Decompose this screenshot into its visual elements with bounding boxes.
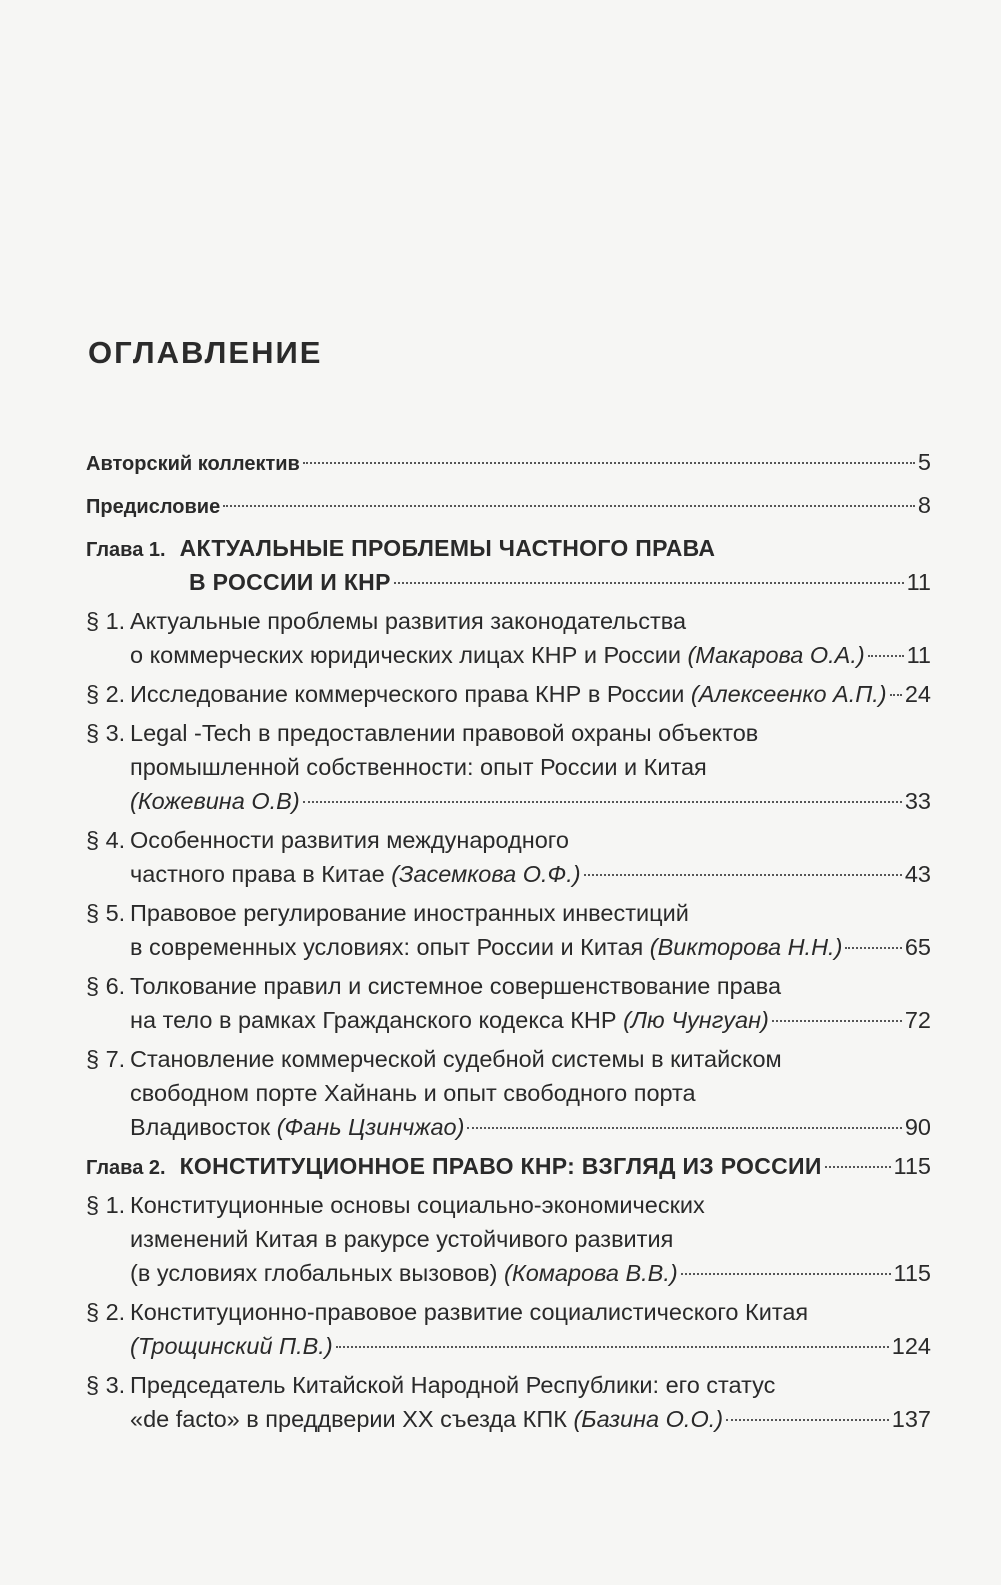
page-number: 115	[893, 1153, 931, 1179]
section-title: «de facto» в преддверии XX съезда КПК	[130, 1406, 567, 1432]
page-title: ОГЛАВЛЕНИЕ	[88, 335, 323, 370]
table-of-contents	[86, 445, 931, 1441]
section-entry[interactable]	[86, 896, 931, 964]
entry-title: Предисловие	[86, 496, 221, 518]
dot-leader	[772, 1020, 902, 1022]
section-title: Актуальные проблемы развития законодательства	[130, 608, 687, 634]
section-author: (Засемкова О.Ф.)	[391, 861, 581, 887]
toc-line	[86, 1295, 931, 1329]
section-entry[interactable]	[86, 677, 931, 711]
section-title: Конституционно-правовое развитие социалистического Китая	[130, 1299, 809, 1325]
section-title: Legal -Tech в предоставлении правовой охраны объектов	[130, 720, 759, 746]
section-title: Конституционные основы социально-экономических	[130, 1192, 705, 1218]
section-author: (Макарова О.А.)	[687, 642, 865, 668]
section-entry[interactable]	[86, 1368, 931, 1436]
chapter-title: АКТУАЛЬНЫЕ ПРОБЛЕМЫ ЧАСТНОГО ПРАВА	[179, 535, 716, 561]
dot-leader	[681, 1273, 891, 1275]
toc-line	[86, 969, 931, 1003]
section-title: Становление коммерческой судебной системы в китайском	[130, 1046, 782, 1072]
page-number: 124	[891, 1333, 931, 1359]
page-number: 115	[893, 1260, 931, 1286]
section-title: Особенности развития международного	[130, 827, 569, 853]
page-number: 65	[904, 934, 931, 960]
section-author: (Комарова В.В.)	[504, 1260, 678, 1286]
chapter-entry[interactable]	[86, 1149, 931, 1183]
toc-line	[86, 1329, 931, 1363]
toc-line	[86, 1402, 931, 1436]
section-title: изменений Китая в ракурсе устойчивого развития	[130, 1226, 674, 1252]
toc-line	[86, 531, 931, 565]
toc-line	[86, 638, 931, 672]
section-author: (Викторова Н.Н.)	[649, 934, 843, 960]
section-title: Правовое регулирование иностранных инвестиций	[130, 900, 689, 926]
page-number: 11	[906, 569, 931, 595]
toc-line	[86, 1368, 931, 1402]
section-author: (Базина О.О.)	[573, 1406, 724, 1432]
section-author: (Лю Чунгуан)	[623, 1007, 769, 1033]
page-number: 43	[904, 861, 931, 887]
toc-line	[86, 857, 931, 891]
page-number: 72	[904, 1007, 931, 1033]
section-title: о коммерческих юридических лицах КНР и России	[130, 642, 681, 668]
page-number: 24	[904, 681, 931, 707]
toc-line	[86, 445, 931, 479]
toc-line	[86, 930, 931, 964]
section-author: (Алексеенко А.П.)	[690, 681, 887, 707]
chapter-title: В РОССИИ И КНР	[189, 569, 391, 595]
section-title: Владивосток	[130, 1114, 271, 1140]
toc-line	[86, 1076, 931, 1110]
toc-line	[86, 677, 931, 711]
section-title: на тело в рамках Гражданского кодекса КНР	[130, 1007, 617, 1033]
section-title: (в условиях глобальных вызовов)	[130, 1260, 498, 1286]
page-number: 8	[917, 492, 931, 518]
dot-leader	[223, 505, 915, 507]
page-number: 90	[904, 1114, 931, 1140]
chapter-title: КОНСТИТУЦИОННОЕ ПРАВО КНР: ВЗГЛЯД ИЗ РОССИИ	[179, 1153, 822, 1179]
section-number: § 3.	[86, 1372, 126, 1398]
toc-line	[86, 1222, 931, 1256]
section-number: § 5.	[86, 900, 126, 926]
dot-leader	[394, 582, 904, 584]
section-number: § 3.	[86, 720, 126, 746]
toc-line	[86, 1110, 931, 1144]
section-entry[interactable]	[86, 716, 931, 818]
chapter-entry[interactable]	[86, 531, 931, 599]
section-entry[interactable]	[86, 1295, 931, 1363]
section-title: частного права в Китае	[130, 861, 385, 887]
section-title: Исследование коммерческого права КНР в России	[130, 681, 685, 707]
entry-title: Авторский коллектив	[86, 453, 300, 475]
section-number: § 2.	[86, 1299, 126, 1325]
section-number: § 1.	[86, 608, 126, 634]
section-number: § 2.	[86, 681, 126, 707]
toc-line	[86, 1149, 931, 1183]
dot-leader	[890, 694, 902, 696]
section-title: Толкование правил и системное совершенствование права	[130, 973, 782, 999]
section-entry[interactable]	[86, 604, 931, 672]
section-entry[interactable]	[86, 969, 931, 1037]
page-number: 5	[917, 449, 931, 475]
toc-entry[interactable]	[86, 445, 931, 479]
dot-leader	[303, 462, 915, 464]
page-number: 33	[904, 788, 931, 814]
toc-line	[86, 1256, 931, 1290]
section-number: § 6.	[86, 973, 126, 999]
toc-line	[86, 565, 931, 599]
section-number: § 4.	[86, 827, 126, 853]
section-title: Председатель Китайской Народной Республики: его статус	[130, 1372, 776, 1398]
section-author: (Кожевина О.В)	[130, 788, 300, 814]
toc-line	[86, 823, 931, 857]
toc-line	[86, 750, 931, 784]
section-entry[interactable]	[86, 1042, 931, 1144]
dot-leader	[868, 655, 904, 657]
chapter-label: Глава 1.	[86, 539, 166, 561]
toc-line	[86, 488, 931, 522]
dot-leader	[336, 1346, 889, 1348]
dot-leader	[845, 947, 901, 949]
dot-leader	[825, 1166, 891, 1168]
toc-line	[86, 604, 931, 638]
toc-line	[86, 1042, 931, 1076]
chapter-label: Глава 2.	[86, 1157, 166, 1179]
section-title: свободном порте Хайнань и опыт свободного порта	[130, 1080, 696, 1106]
dot-leader	[467, 1127, 901, 1129]
dot-leader	[726, 1419, 889, 1421]
toc-line	[86, 1188, 931, 1222]
section-entry[interactable]	[86, 1188, 931, 1290]
section-number: § 7.	[86, 1046, 126, 1072]
toc-entry[interactable]	[86, 488, 931, 522]
section-entry[interactable]	[86, 823, 931, 891]
page-number: 11	[906, 642, 931, 668]
dot-leader	[303, 801, 902, 803]
section-author: (Фань Цзинчжао)	[276, 1114, 465, 1140]
toc-line	[86, 1003, 931, 1037]
section-title: промышленной собственности: опыт России и Китая	[130, 754, 707, 780]
toc-line	[86, 896, 931, 930]
dot-leader	[584, 874, 902, 876]
section-number: § 1.	[86, 1192, 126, 1218]
section-author: (Трощинский П.В.)	[130, 1333, 333, 1359]
toc-line	[86, 716, 931, 750]
page-number: 137	[891, 1406, 931, 1432]
section-title: в современных условиях: опыт России и Китая	[130, 934, 644, 960]
toc-line	[86, 784, 931, 818]
